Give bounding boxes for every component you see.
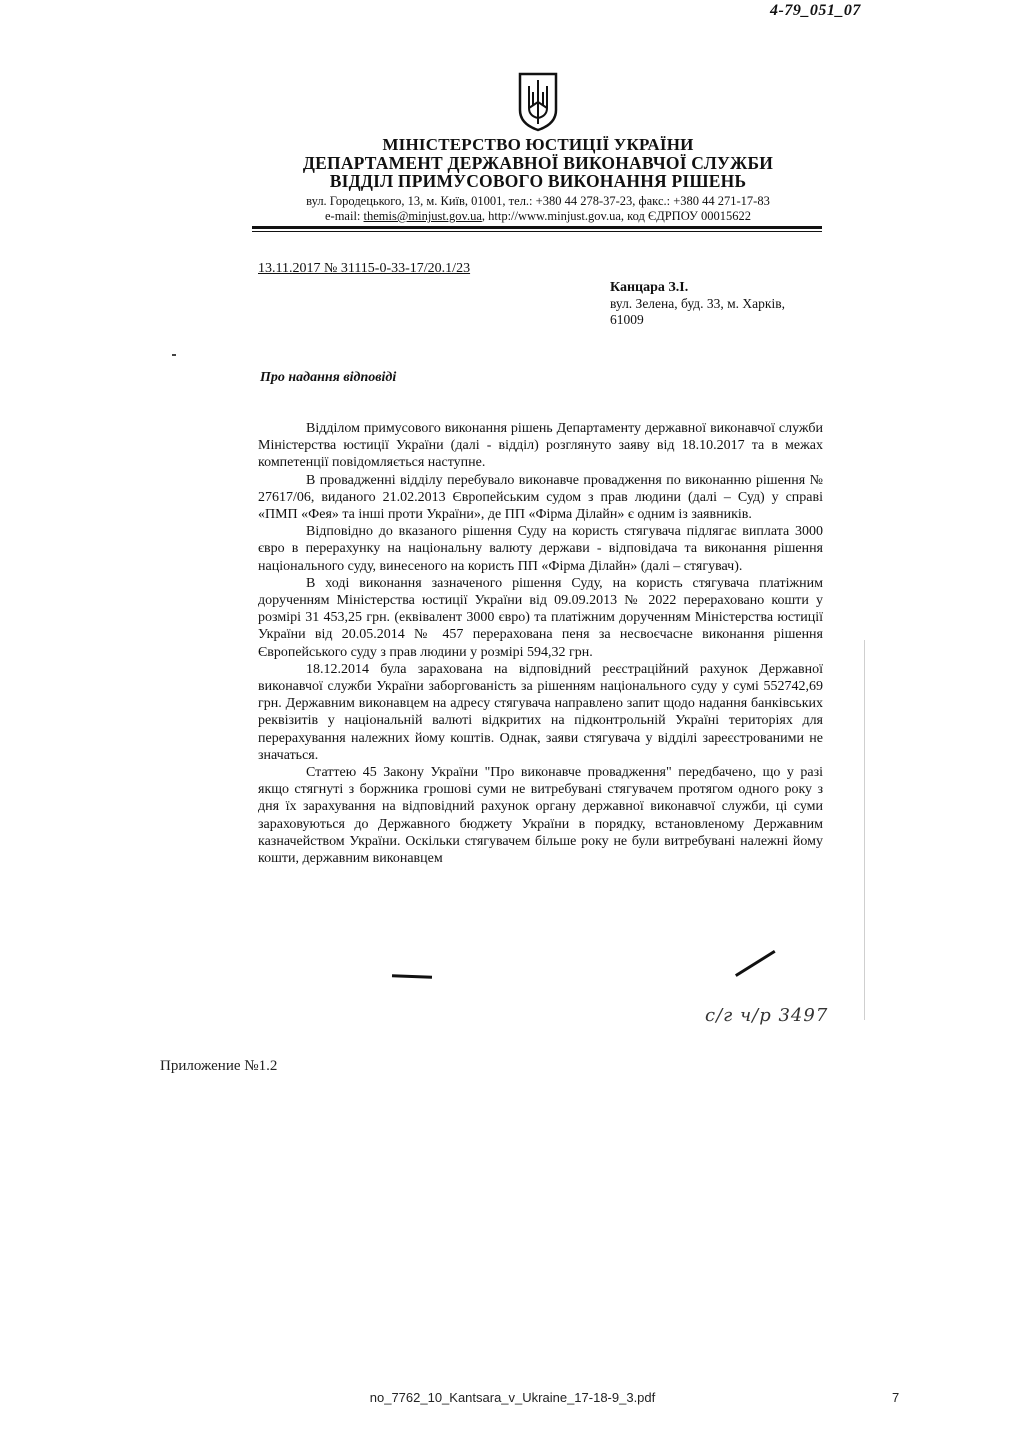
handwritten-note: с/г ч/р 3497 <box>705 1005 829 1026</box>
letterhead-address: вул. Городецького, 13, м. Київ, 01001, тел.: +380 44 278-37-23, факс.: +380 44 271-17-83 <box>306 194 770 208</box>
ministry-title: МІНІСТЕРСТВО ЮСТИЦІЇ УКРАЇНИ <box>382 135 694 154</box>
addressee-name: Канцара З.І. <box>610 280 689 295</box>
coat-of-arms-icon <box>517 72 559 132</box>
document-stamp: 4-79_051_07 <box>770 2 861 19</box>
letterhead-rule-thick <box>252 226 822 229</box>
addressee-postcode: 61009 <box>610 312 644 327</box>
footer-filename: no_7762_10_Kantsara_v_Ukraine_17-18-9_3.pdf <box>369 1390 656 1405</box>
scan-mark <box>172 354 176 356</box>
paragraph: В ході виконання зазначеного рішення Суду, на користь стягувача платіжним дорученням Міністерства юстиції України від 09.09.2013 № 2022 перераховано кошти у розмірі 31 453,25 грн. (еквівалент 3000 євро) та платіжним дорученням Міністерства юстиції України від 20.05.2014 № 457 перерахована пеня за несвоєчасне виконання рішення Європейського суду з прав людини у розмірі 594,32 грн. <box>258 575 823 660</box>
letterhead <box>240 136 836 224</box>
reference-number: 13.11.2017 № 31115-0-33-17/20.1/23 <box>258 261 471 276</box>
letter-subject: Про надання відповіді <box>260 370 397 385</box>
appendix-label-bottom: Приложение №1.2 <box>160 1058 278 1074</box>
addressee-street: вул. Зелена, буд. 33, м. Харків, <box>610 296 785 311</box>
letter-body <box>258 420 823 867</box>
letterhead-rule-thin <box>252 231 822 232</box>
department-title: ДЕПАРТАМЕНТ ДЕРЖАВНОЇ ВИКОНАВЧОЇ СЛУЖБИ <box>302 153 774 173</box>
letterhead-contacts <box>240 209 836 224</box>
division-title: ВІДДІЛ ПРИМУСОВОГО ВИКОНАННЯ РІШЕНЬ <box>329 171 747 191</box>
email-link[interactable]: themis@minjust.gov.ua <box>363 209 482 223</box>
paragraph: Відділом примусового виконання рішень Департаменту державної виконавчої служби Міністерства юстиції України (далі - відділ) розглянуто заяву від 18.10.2017 та в межах компетенції повідомляється наступне. <box>258 421 823 471</box>
paragraph: Відповідно до вказаного рішення Суду на користь стягувача підлягає виплата 3000 євро в перерахунку на національну валюту держави - відповідача та виконання рішення національного суду, винесеного на користь ПП «Фірма Ділайн» (далі – стягувач). <box>258 524 823 574</box>
scan-edge <box>858 640 865 1020</box>
web-and-code: , http://www.minjust.gov.ua, код ЄДРПОУ 00015622 <box>481 209 751 223</box>
footer-page-number: 7 <box>892 1390 900 1405</box>
addressee-block <box>610 280 830 328</box>
email-prefix: e-mail: <box>325 209 364 223</box>
paragraph: В провадженні відділу перебувало виконавче провадження по виконанню рішення № 27617/06, виданого 21.02.2013 Європейським судом з прав людини (далі – Суд) у справі «ПМП «Фея» та інші проти України», де ПП «Фірма Ділайн» є одним із заявників. <box>258 472 823 523</box>
paragraph: 18.12.2014 була зарахована на відповідний реєстраційний рахунок Державної виконавчої служби України заборгованість за рішенням національного суду у сумі 552742,69 грн. Державним виконавцем на адресу стягувача направлено запит щодо надання банківських реквізитів у національній валюті відкритих на підконтрольній Україні територіях для перерахування належних йому коштів. Однак, заяви стягувача у відділі зареєстрованими не значаться. <box>258 661 823 763</box>
paragraph: Статтею 45 Закону України "Про виконавче провадження" передбачено, що у разі якщо стягнуті з боржника грошові суми не витребувані стягувачем протягом одного року з дня їх зарахування на відповідний рахунок органу державної виконавчої служби, ці суми зараховуються до Державного бюджету України в порядку, встановленому Державним казначейством України. Оскільки стягувачем більше року не були витребувані належні йому кошти, державним виконавцем <box>258 765 823 867</box>
